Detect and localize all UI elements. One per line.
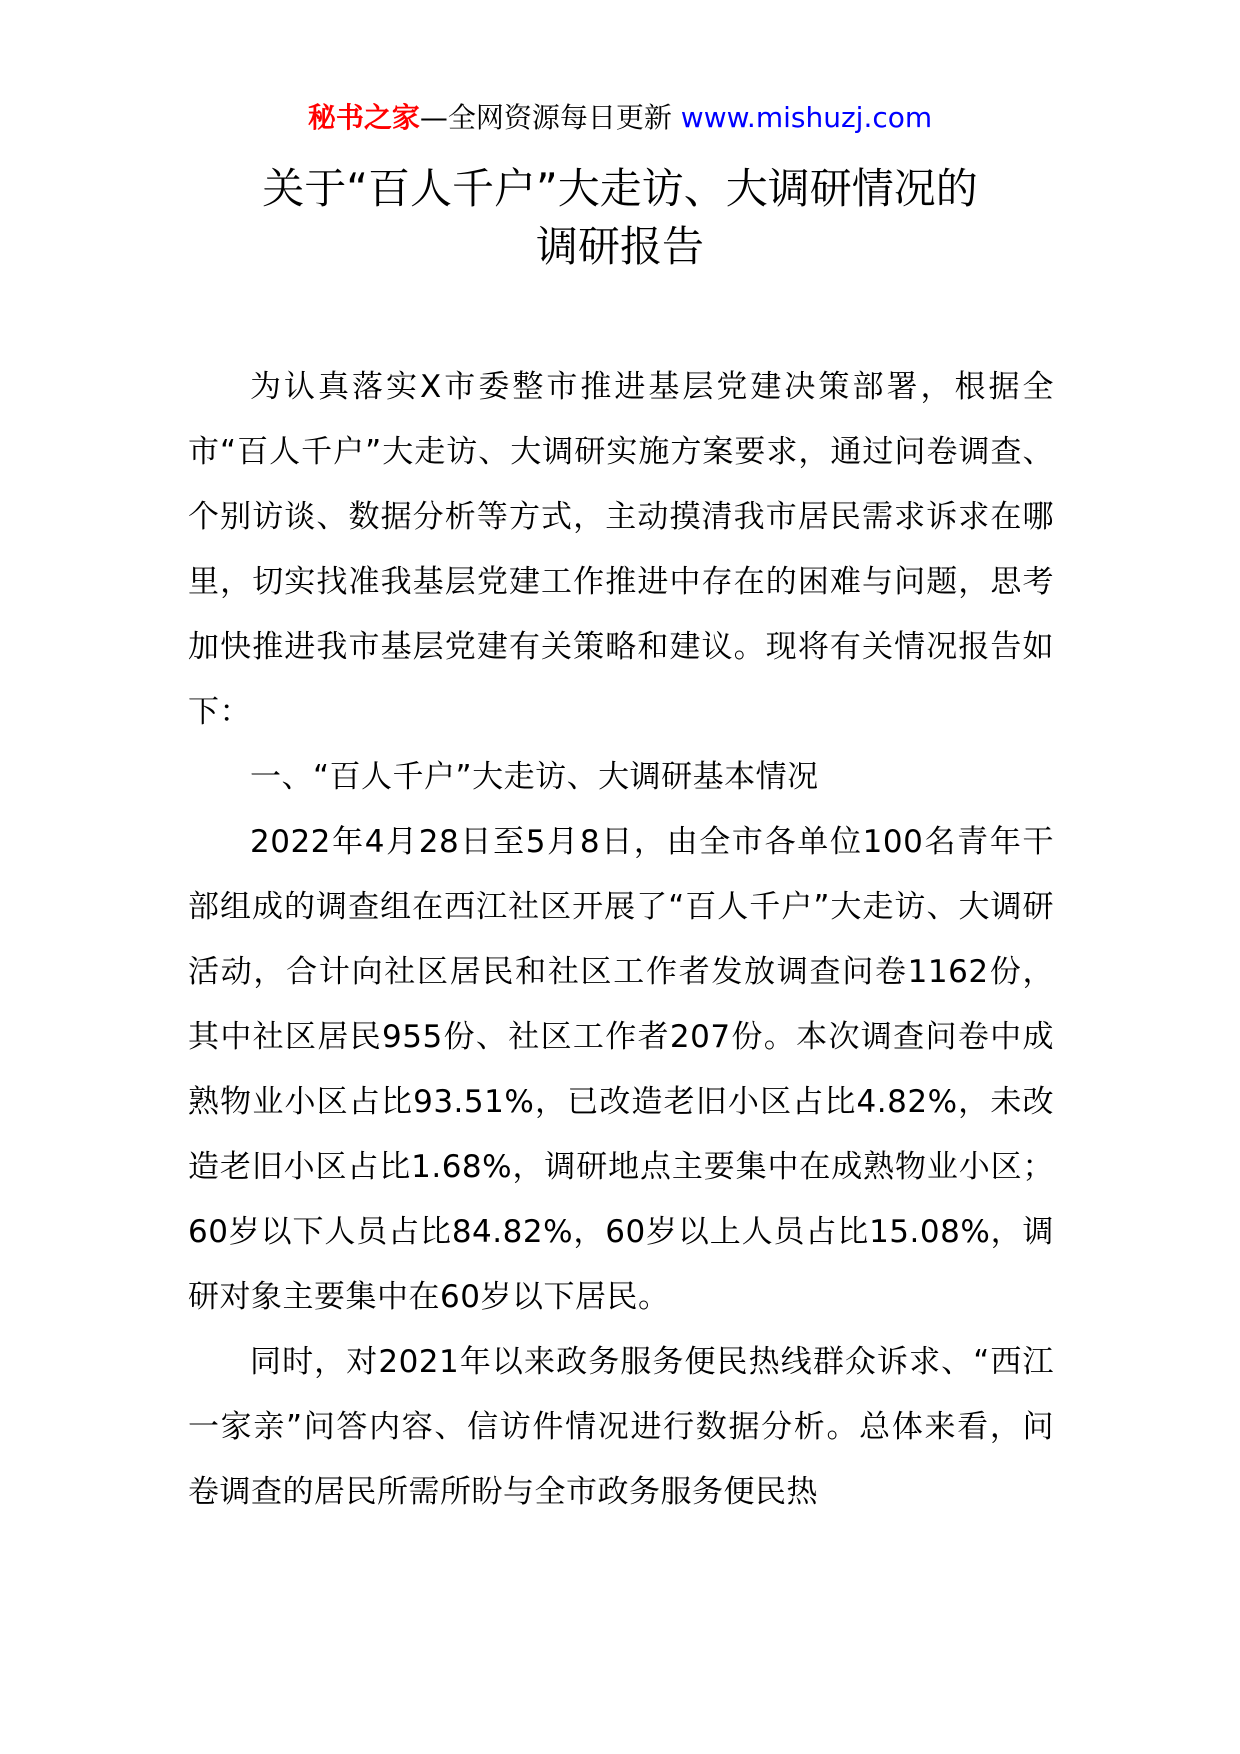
analysis-paragraph: 同时，对2021年以来政务服务便民热线群众诉求、“西江一家亲”问答内容、信访件情况进行数据分析。总体来看，问卷调查的居民所需所盼与全市政务服务便民热 <box>188 1344 1054 1510</box>
document-body <box>188 355 1054 1525</box>
section-heading-1: 一、“百人千户”大走访、大调研基本情况 <box>250 759 819 795</box>
brand-name: 秘书之家 <box>307 101 420 134</box>
title-line-1: 关于“百人千户”大走访、大调研情况的 <box>262 164 978 213</box>
document-title <box>100 160 1140 276</box>
header-tagline: —全网资源每日更新 <box>419 101 672 134</box>
title-line-2: 调研报告 <box>535 222 704 271</box>
intro-paragraph: 为认真落实X市委整市推进基层党建决策部署，根据全市“百人千户”大走访、大调研实施方案要求，通过问卷调查、个别访谈、数据分析等方式，主动摸清我市居民需求诉求在哪里，切实找准我基层党建工作推进中存在的困难与问题，思考加快推进我市基层党建有关策略和建议。现将有关情况报告如下： <box>188 369 1054 730</box>
site-header <box>0 100 1240 136</box>
survey-paragraph: 2022年4月28日至5月8日，由全市各单位100名青年干部组成的调查组在西江社区开展了“百人千户”大走访、大调研活动，合计向社区居民和社区工作者发放调查问卷1162份，其中社区居民955份、社区工作者207份。本次调查问卷中成熟物业小区占比93.51%，已改造老旧小区占比4.82%，未改造老旧小区占比1.68%，调研地点主要集中在成熟物业小区；60岁以下人员占比84.82%，60岁以上人员占比15.08%，调研对象主要集中在60岁以下居民。 <box>188 824 1054 1315</box>
site-url-link[interactable]: www.mishuzj.com <box>680 101 933 134</box>
